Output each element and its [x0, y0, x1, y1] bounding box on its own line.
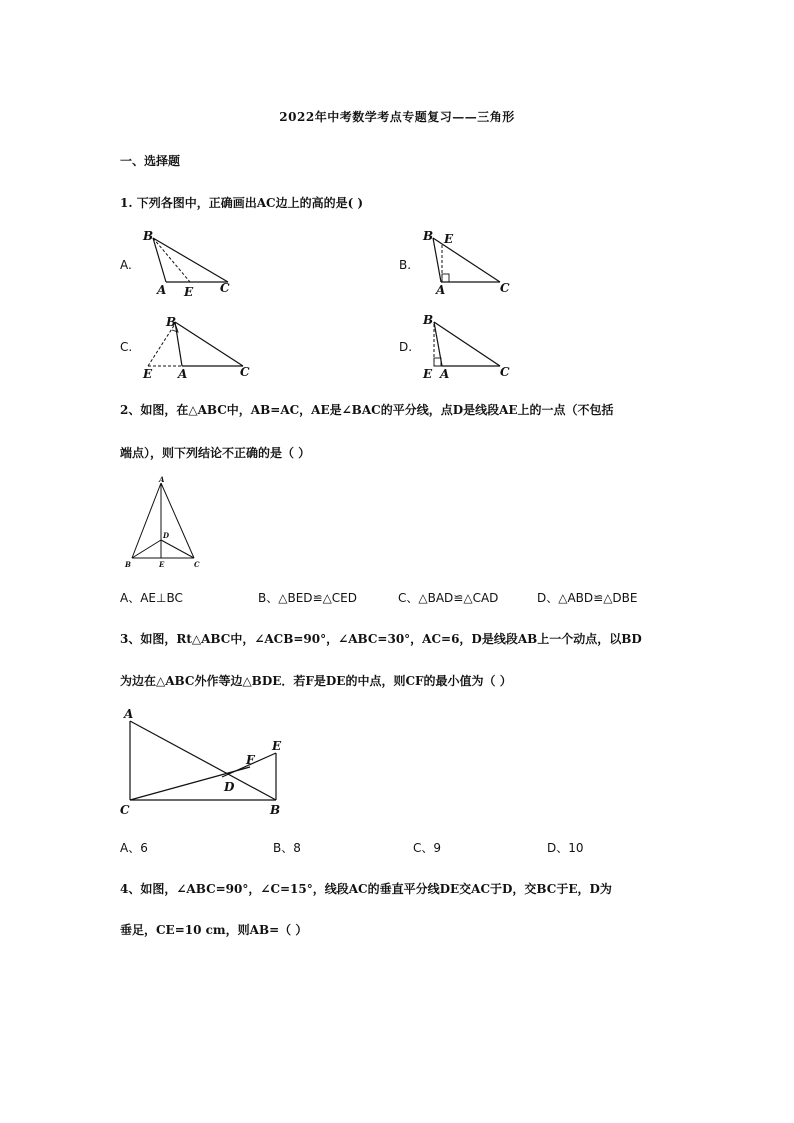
page-title: 2022年中考数学考点专题复习——三角形 — [279, 110, 515, 124]
q3-option-d: D、10 — [547, 841, 584, 855]
q2-label-a: A — [159, 475, 165, 484]
q3-label-c: C — [120, 803, 130, 817]
q1a-label-e: E — [184, 285, 194, 299]
q2-label-e: E — [159, 560, 165, 569]
q3-label-a: A — [124, 707, 134, 721]
q2-text-line2: 端点），则下列结论不正确的是（ ） — [120, 446, 311, 460]
q3-option-a: A、6 — [120, 841, 148, 855]
q1-figure-b — [420, 228, 520, 298]
q3-option-c: C、9 — [413, 841, 442, 855]
q1-figure-a — [140, 228, 240, 298]
q1b-label-e: E — [444, 232, 454, 246]
q1-figure-d — [420, 312, 520, 382]
q1-figure-c — [140, 312, 260, 382]
q1-option-a: A. — [120, 258, 132, 272]
q2-option-b: B、△BED≌△CED — [258, 591, 358, 605]
q3-option-b: B、8 — [273, 841, 301, 855]
q2-option-a: A、AE⊥BC — [120, 591, 183, 605]
q1-option-c: C. — [120, 340, 133, 354]
q1c-label-e: E — [143, 367, 153, 381]
q1c-label-c: C — [240, 365, 250, 379]
q1a-label-c: C — [220, 281, 230, 295]
q1c-label-a: A — [178, 367, 188, 381]
q1-option-b: B. — [399, 258, 412, 272]
q1b-label-a: A — [436, 283, 446, 297]
q1d-label-b: B — [423, 313, 434, 327]
q1a-label-a: A — [157, 283, 167, 297]
q1d-label-a: A — [440, 367, 450, 381]
q3-label-e: E — [272, 739, 282, 753]
q3-label-d: D — [224, 780, 235, 794]
q1d-label-c: C — [500, 365, 510, 379]
q2-label-d: D — [163, 531, 170, 540]
q2-text-line1: 2、如图，在△ABC中，AB=AC，AE是∠BAC的平分线，点D是线段AE上的一点（不包括 — [120, 403, 614, 417]
q2-label-b: B — [125, 560, 131, 569]
q1c-label-b: B — [166, 315, 177, 329]
q2-figure — [124, 474, 204, 570]
q1b-label-b: B — [423, 229, 434, 243]
q3-text-line2: 为边在△ABC外作等边△BDE．若F是DE的中点，则CF的最小值为（ ） — [120, 674, 512, 688]
q3-text-line1: 3、如图，Rt△ABC中，∠ACB=90°，∠ABC=30°，AC=6，D是线段AB上一个动点，以BD — [120, 632, 642, 646]
q4-text-line2: 垂足，CE=10 cm，则AB=（ ） — [120, 923, 308, 937]
q1-option-d: D. — [399, 340, 413, 354]
q2-option-d: D、△ABD≌△DBE — [537, 591, 638, 605]
q2-label-c: C — [194, 560, 200, 569]
q3-label-b: B — [270, 803, 281, 817]
q1-text: 1. 下列各图中，正确画出AC边上的高的是( ) — [120, 196, 364, 210]
q3-figure — [118, 704, 298, 824]
q3-label-f: F — [246, 753, 255, 767]
q2-option-c: C、△BAD≌△CAD — [398, 591, 499, 605]
section-heading: 一、选择题 — [120, 154, 181, 168]
q4-text-line1: 4、如图，∠ABC=90°，∠C=15°，线段AC的垂直平分线DE交AC于D，交BC于E，D为 — [120, 882, 612, 896]
q1b-label-c: C — [500, 281, 510, 295]
q1a-label-b: B — [143, 229, 154, 243]
q1d-label-e: E — [423, 367, 433, 381]
